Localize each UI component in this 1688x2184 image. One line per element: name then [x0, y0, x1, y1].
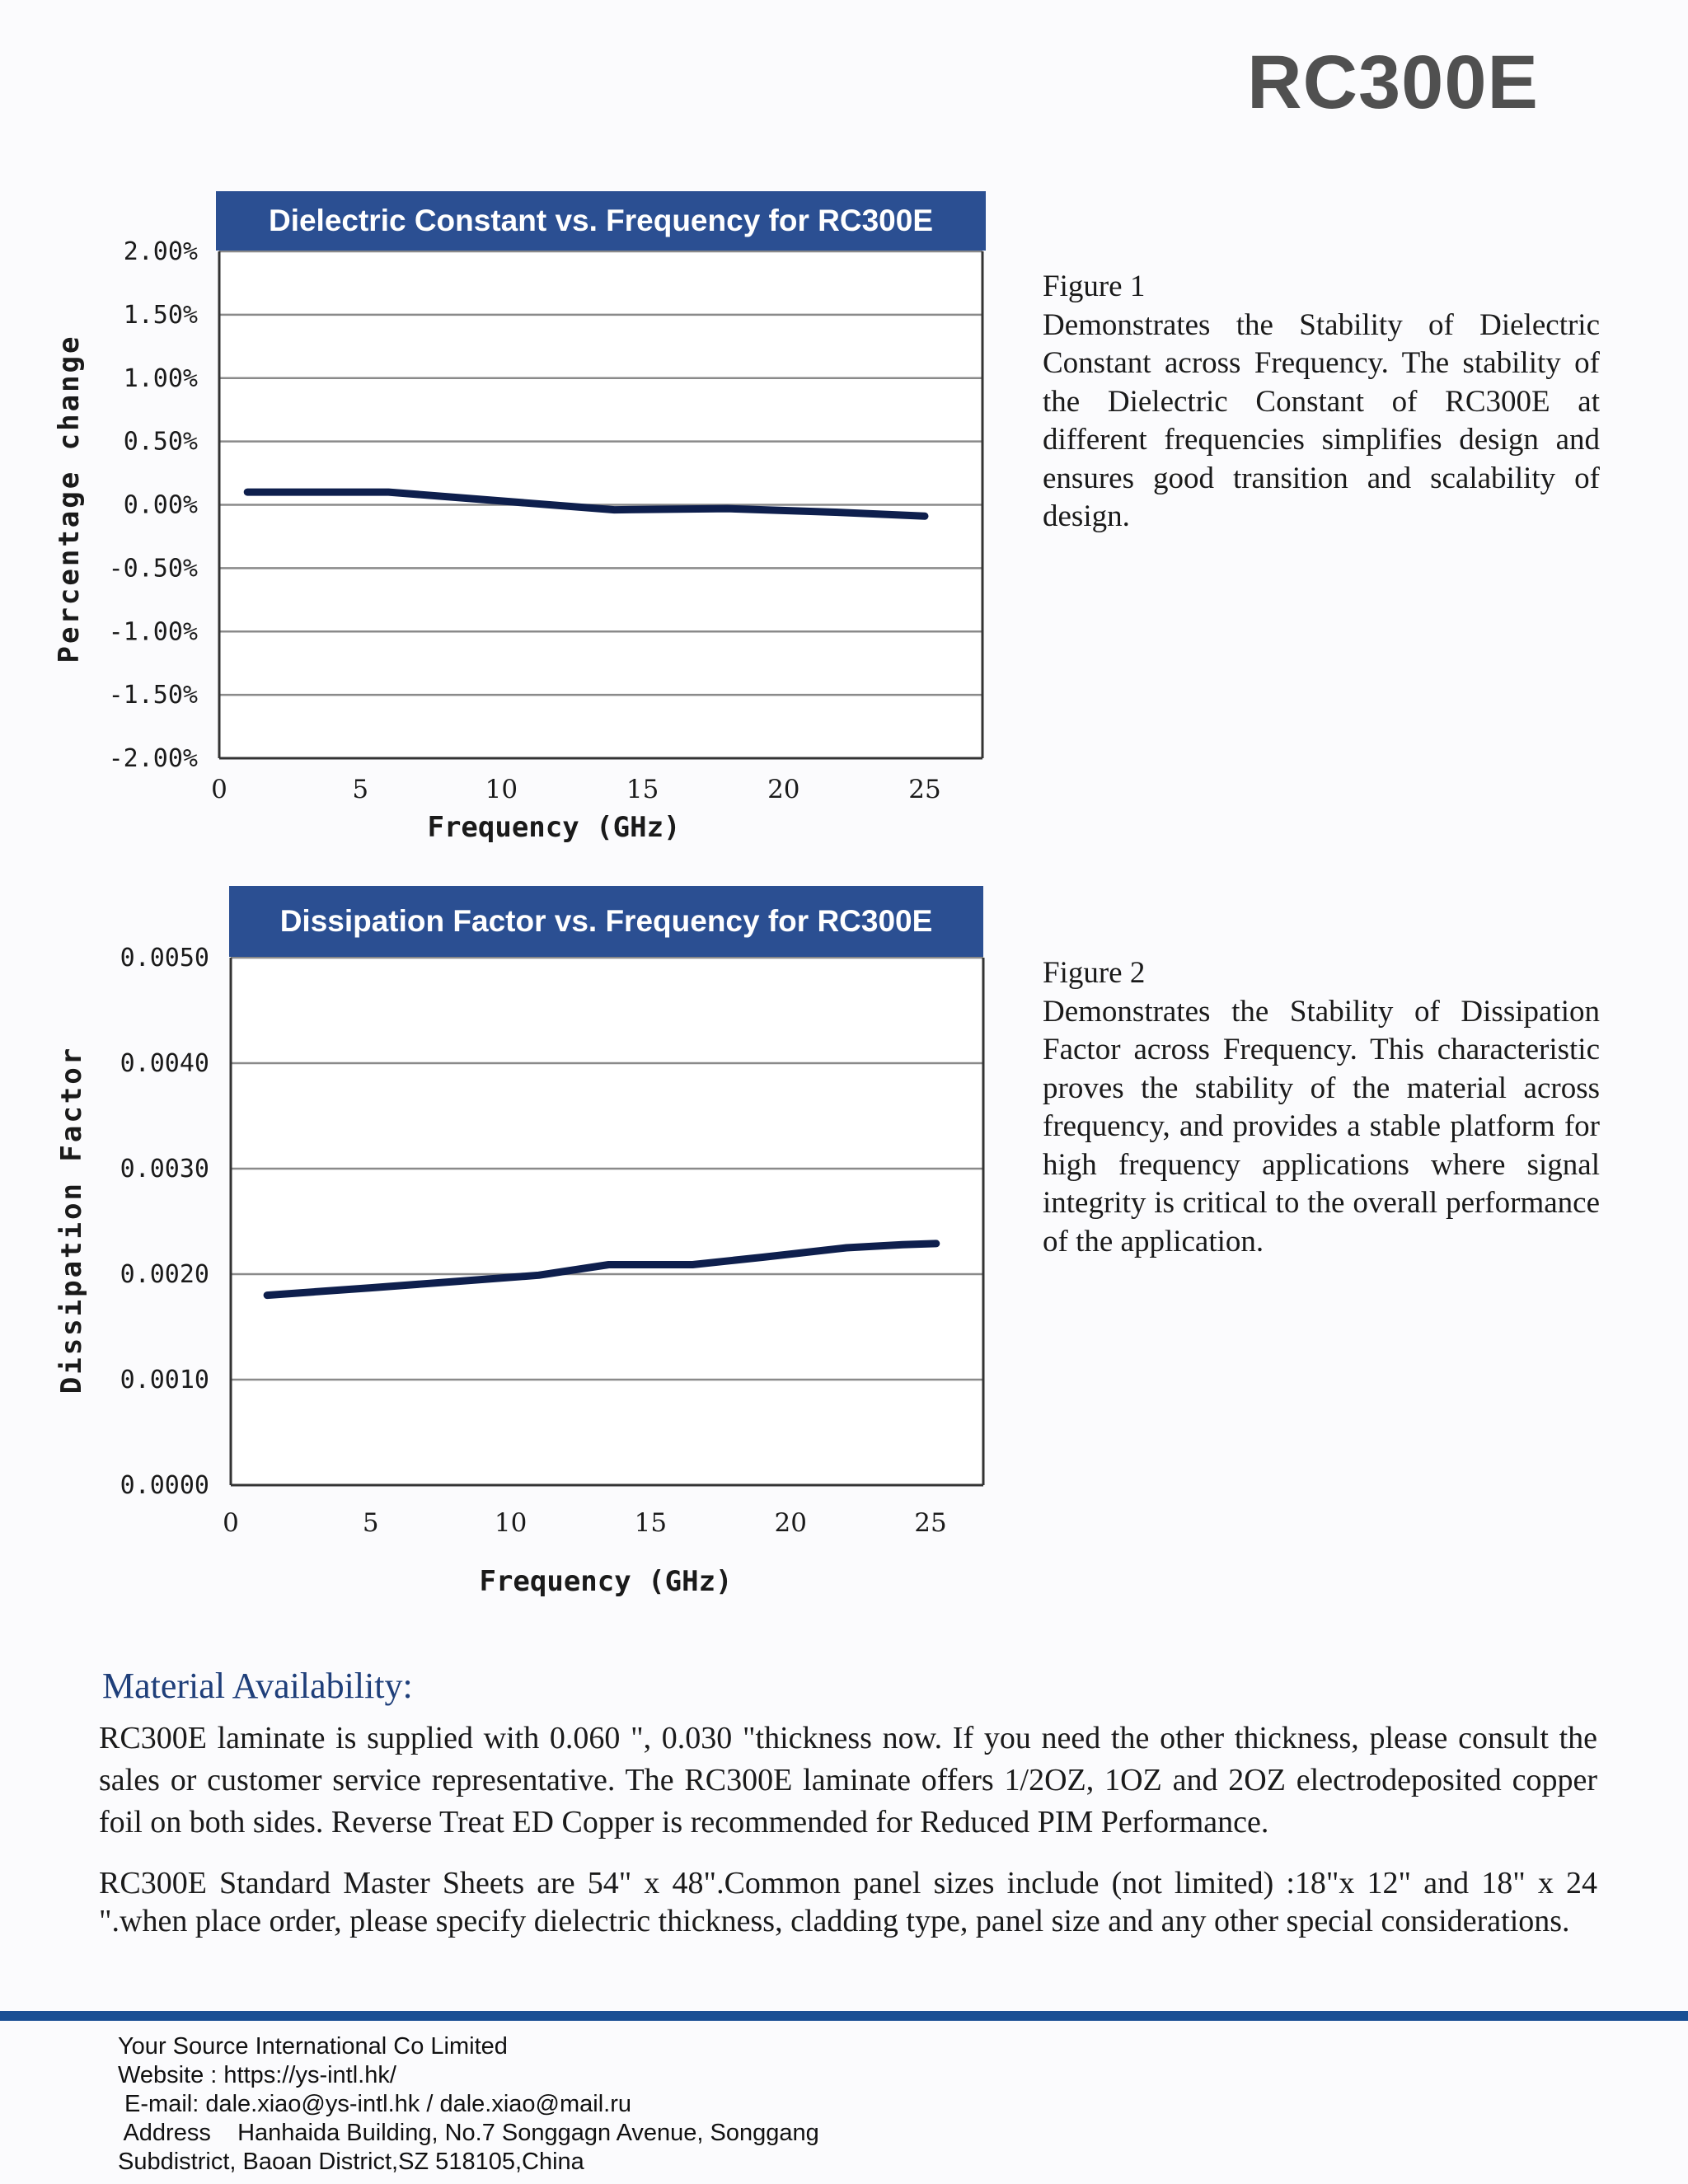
- footer-company: Your Source International Co Limited: [118, 2033, 508, 2060]
- data-point: [843, 1244, 850, 1251]
- x-tick-label: 25: [914, 1508, 947, 1538]
- availability-paragraph-2: RC300E Standard Master Sheets are 54" x 48".Common panel sizes include (not limited) :18"x 12" and 18" x 24 ".when place order, please specify dielectric thickness, cladding type, panel size and any other special considerations.: [99, 1866, 1597, 1938]
- data-point: [605, 1261, 612, 1268]
- data-point: [264, 1292, 270, 1299]
- data-point: [899, 1241, 906, 1248]
- figure-1-text: Demonstrates the Stability of Dielectric Constant across Frequency. The stability of the Dielectric Constant of RC300E at different frequencies simplifies design and ensures good transition and scalability of design.: [1043, 307, 1600, 533]
- dissipation-factor-chart: [0, 0, 1006, 1632]
- x-tick-label: 20: [767, 775, 800, 804]
- data-point: [759, 1254, 766, 1261]
- figure-2-label: Figure 2: [1043, 956, 1146, 990]
- x-tick-label: 15: [626, 775, 659, 804]
- availability-paragraph-1: RC300E laminate is supplied with 0.060 ", 0.030 "thickness now. If you need the other thickness, please consult the sales or customer service representative. The RC300E laminate offers 1/2OZ, 1OZ and 2OZ electrodeposited copper foil on both sides. Reverse Treat ED Copper is recommended for Reduced PIM Performance.: [99, 1721, 1597, 1840]
- footer-website: Website : https://ys-intl.hk/: [118, 2062, 396, 2088]
- footer-address-line-1: Address Hanhaida Building, No.7 Songgagn Avenue, Songgang: [118, 2120, 819, 2146]
- footer-address-line-2: Subdistrict, Baoan District,SZ 518105,China: [118, 2149, 584, 2175]
- x-tick-label: 5: [352, 775, 369, 804]
- x-tick-label: 15: [634, 1508, 668, 1538]
- x-axis-title: Frequency (GHz): [427, 811, 681, 844]
- y-tick-label: 0.50%: [123, 427, 198, 457]
- x-tick-label: 25: [908, 775, 941, 804]
- plot-area: [231, 958, 983, 1485]
- y-tick-label: 0.0010: [120, 1366, 209, 1394]
- y-tick-label: 0.0020: [120, 1260, 209, 1289]
- x-tick-label: 20: [774, 1508, 807, 1538]
- x-tick-label: 0: [223, 1508, 239, 1538]
- figure-1-description: [1043, 268, 1600, 537]
- x-tick-label: 10: [494, 1508, 528, 1538]
- y-tick-label: 0.0000: [120, 1471, 209, 1500]
- data-point: [933, 1240, 940, 1247]
- y-axis-title: Percentage change: [53, 334, 86, 663]
- data-point: [536, 1272, 542, 1278]
- figure-2-text: Demonstrates the Stability of Dissipation Factor across Frequency. This characteristic proves the stability of the material across frequency, and provides a stable platform for high frequency applications where signal integrity is critical to the overall performance of the application.: [1043, 994, 1600, 1258]
- y-tick-label: -2.00%: [108, 744, 198, 773]
- x-tick-label: 10: [485, 775, 518, 804]
- x-tick-label: 0: [211, 775, 227, 804]
- x-axis-title: Frequency (GHz): [479, 1565, 733, 1598]
- y-tick-label: 2.00%: [123, 237, 198, 266]
- dielectric-constant-chart-title: Dielectric Constant vs. Frequency for RC300E: [216, 191, 986, 251]
- y-tick-label: 0.00%: [123, 490, 198, 520]
- footer-divider: [0, 2011, 1688, 2021]
- document-title: RC300E: [1247, 40, 1539, 124]
- figure-2-description: [1043, 954, 1600, 1261]
- y-tick-label: 0.0050: [120, 944, 209, 972]
- figure-1-label: Figure 1: [1043, 269, 1146, 303]
- data-point: [452, 1278, 458, 1285]
- material-availability-heading: Material Availability:: [102, 1666, 413, 1706]
- data-point: [368, 1285, 374, 1291]
- y-tick-label: -0.50%: [108, 554, 198, 583]
- y-tick-label: 1.00%: [123, 363, 198, 393]
- y-tick-label: 0.0040: [120, 1049, 209, 1078]
- x-tick-label: 5: [362, 1508, 379, 1538]
- y-axis-title: Dissipation Factor: [55, 1045, 88, 1394]
- y-tick-label: 1.50%: [123, 300, 198, 330]
- y-tick-label: -1.50%: [108, 681, 198, 710]
- footer-email: E-mail: dale.xiao@ys-intl.hk / dale.xiao@mail.ru: [118, 2091, 631, 2117]
- dissipation-factor-chart-title: Dissipation Factor vs. Frequency for RC300E: [229, 886, 983, 957]
- y-tick-label: -1.00%: [108, 617, 198, 647]
- data-point: [689, 1261, 696, 1268]
- footer-contact: [118, 2032, 819, 2177]
- y-tick-label: 0.0030: [120, 1155, 209, 1183]
